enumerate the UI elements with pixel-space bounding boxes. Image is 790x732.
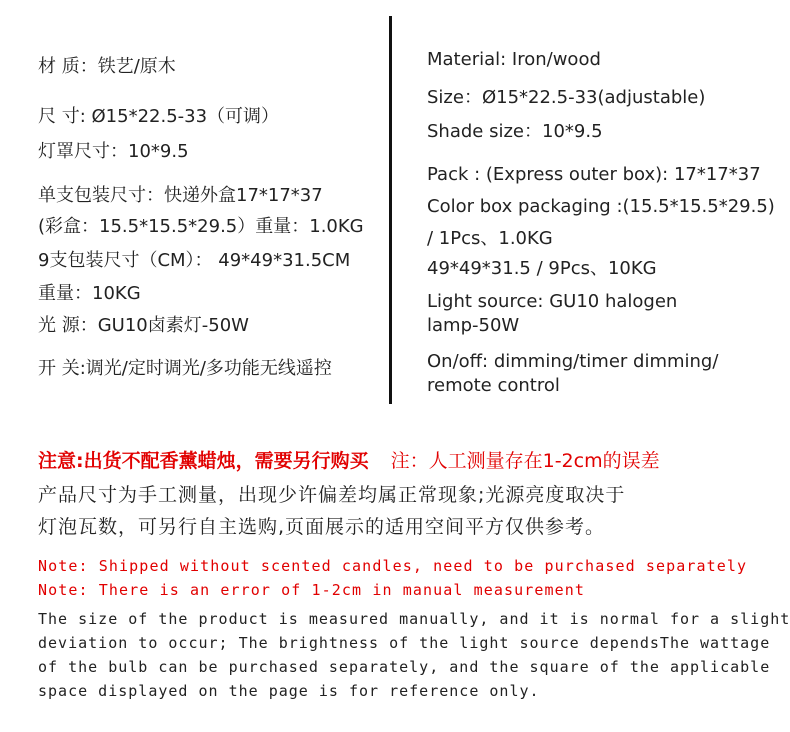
spec-switch-en-cont: remote control bbox=[427, 375, 560, 396]
spec-single-weight-en: / 1Pcs、1.0KG bbox=[427, 228, 553, 249]
notice-candle-cn: 注意:出货不配香薰蜡烛，需要另行购买 bbox=[38, 450, 369, 472]
description-en-line-4: space displayed on the page is for reference only. bbox=[38, 682, 540, 700]
notice-cn-line bbox=[38, 446, 660, 473]
spec-size-cn: 尺 寸: Ø15*22.5-33（可调） bbox=[38, 106, 280, 127]
description-en-line-3: of the bulb can be purchased separately, and the square of the applicable bbox=[38, 658, 771, 676]
spec-shade-size-en: Shade size：10*9.5 bbox=[427, 121, 603, 142]
spec-size-en: Size：Ø15*22.5-33(adjustable) bbox=[427, 87, 706, 108]
spec-shade-size-cn: 灯罩尺寸：10*9.5 bbox=[38, 141, 189, 162]
spec-weight-cn: 重量：10KG bbox=[38, 283, 141, 304]
spec-color-box-en: Color box packaging :(15.5*15.5*29.5) bbox=[427, 196, 775, 217]
spec-switch-cn: 开 关:调光/定时调光/多功能无线遥控 bbox=[38, 358, 332, 379]
description-en-line-2: deviation to occur; The brightness of the light source dependsThe wattage bbox=[38, 634, 771, 652]
spec-light-source-en-cont: lamp-50W bbox=[427, 315, 520, 336]
description-en-line-1: The size of the product is measured manually, and it is normal for a slight bbox=[38, 610, 790, 628]
spec-material-cn: 材 质：铁艺/原木 bbox=[38, 56, 176, 77]
spec-color-box-cn: (彩盒：15.5*15.5*29.5）重量：1.0KG bbox=[38, 216, 364, 237]
note-measure-error-en: Note: There is an error of 1-2cm in manual measurement bbox=[38, 581, 586, 599]
spec-switch-en: On/off: dimming/timer dimming/ bbox=[427, 351, 719, 372]
spec-pack-en: Pack : (Express outer box): 17*17*37 bbox=[427, 164, 761, 185]
notice-measure-error-cn: 注：人工测量存在1-2cm的误差 bbox=[390, 450, 660, 472]
spec-nine-pack-en: 49*49*31.5 / 9Pcs、10KG bbox=[427, 258, 657, 279]
spec-pack-nine-cn: 9支包装尺寸（CM）： 49*49*31.5CM bbox=[38, 250, 351, 271]
column-divider bbox=[389, 16, 392, 404]
note-candle-en: Note: Shipped without scented candles, need to be purchased separately bbox=[38, 557, 748, 575]
spec-pack-single-cn: 单支包装尺寸：快递外盒17*17*37 bbox=[38, 185, 323, 206]
spec-material-en: Material: Iron/wood bbox=[427, 49, 601, 70]
spec-light-source-cn: 光 源：GU10卤素灯-50W bbox=[38, 315, 249, 336]
description-cn-line-1: 产品尺寸为手工测量，出现少许偏差均属正常现象;光源亮度取决于 bbox=[38, 484, 626, 506]
description-cn-line-2: 灯泡瓦数，可另行自主选购,页面展示的适用空间平方仅供参考。 bbox=[38, 516, 606, 538]
spec-light-source-en: Light source: GU10 halogen bbox=[427, 291, 678, 312]
